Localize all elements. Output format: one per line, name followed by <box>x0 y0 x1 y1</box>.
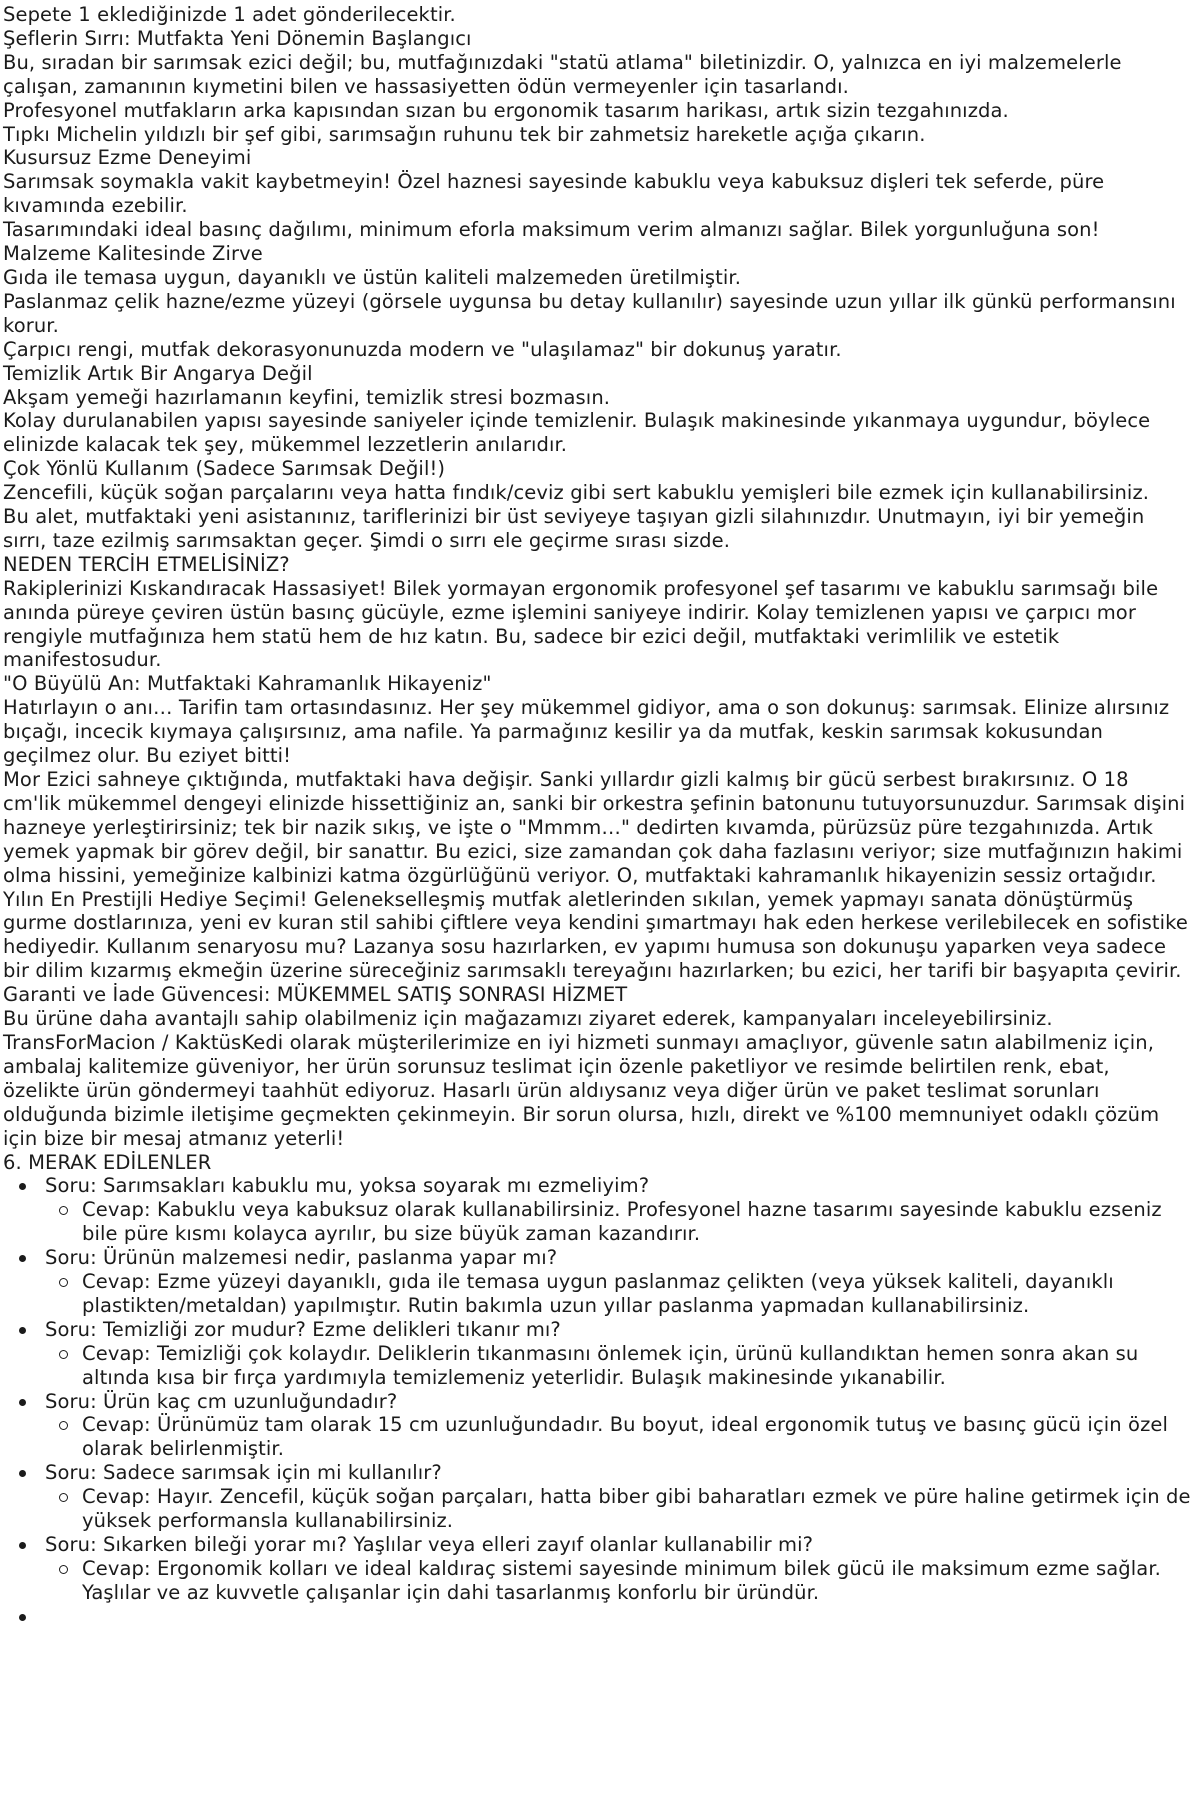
faq-question-text: Soru: Sarımsakları kabuklu mu, yoksa soyarak mı ezmeliyim? <box>45 1174 650 1198</box>
faq-item <box>3 1246 1192 1318</box>
section-title-crush-experience: Kusursuz Ezme Deneyimi <box>3 146 252 170</box>
paragraph: Sarımsak soymakla vakit kaybetmeyin! Özel haznesi sayesinde kabuklu veya kabuksuz dişleri tek seferde, püre kıvamında ezebilir. <box>3 170 1105 218</box>
bullet-icon <box>19 1614 26 1621</box>
faq-answer-text: Cevap: Ergonomik kolları ve ideal kaldıraç sistemi sayesinde minimum bilek gücü ile maksimum ezme sağlar. Yaşlılar ve az kuvvetle çalışanlar için dahi tasarlanmış konforlu bir üründür. <box>82 1556 1161 1604</box>
paragraph: Yılın En Prestijli Hediye Seçimi! Gelenekselleşmiş mutfak aletlerinden sıkılan, yemek yapmayı sanata dönüştürmüş gurme dostlarınıza, yeni ev kuran stil sahibi çiftlere veya kendini şımartmayı hak eden herkese verilebilecek en sofistike hediyedir. Kullanım senaryosu mu? Lazanya sosu hazırlarken, ev yapımı humusa son dokunuşu yaparken veya sadece bir dilim kızarmış ekmeğin üzerine süreceğiniz sarımsaklı tereyağını hazırlarken; bu ezici, her tarifi bir başyapıta çevirir. <box>3 887 1188 983</box>
faq-answer <box>3 1270 1192 1318</box>
faq-answer-text: Cevap: Ürünümüz tam olarak 15 cm uzunluğundadır. Bu boyut, ideal ergonomik tutuş ve basınç gücü için özel olarak belirlenmiştir. <box>82 1413 1169 1461</box>
paragraph: Hatırlayın o anı… Tarifin tam ortasındasınız. Her şey mükemmel gidiyor, ama o son dokunuş: sarımsak. Elinize alırsınız bıçağı, incecik kıymaya çalışırsınız, ama nafile. Ya parmağınız kesilir ya da mutfak, keskin sarımsak kokusundan geçilmez olur. Bu eziyet bitti! <box>3 696 1170 768</box>
paragraph: Tasarımındaki ideal basınç dağılımı, minimum eforla maksimum verim almanızı sağlar. Bilek yorgunluğuna son! <box>3 218 1100 242</box>
section-title-material-quality: Malzeme Kalitesinde Zirve <box>3 242 263 266</box>
faq-answer <box>3 1342 1192 1390</box>
faq-item <box>3 1533 1192 1605</box>
circle-bullet-icon <box>59 1565 68 1574</box>
faq-answer-text: Cevap: Hayır. Zencefil, küçük soğan parçaları, hatta biber gibi baharatları ezmek ve püre haline getirmek için de yüksek performansla kullanabilirsiniz. <box>82 1485 1191 1533</box>
bullet-icon <box>19 1470 26 1477</box>
faq-item <box>3 1174 1192 1246</box>
faq-question <box>3 1461 1192 1485</box>
faq-question-text: Soru: Sıkarken bileği yorar mı? Yaşlılar veya elleri zayıf olanlar kullanabilir mi? <box>45 1533 814 1556</box>
bullet-icon <box>19 1255 26 1262</box>
section-title-why-choose: NEDEN TERCİH ETMELİSİNİZ? <box>3 552 290 576</box>
circle-bullet-icon <box>59 1350 68 1359</box>
paragraph: Bu, sıradan bir sarımsak ezici değil; bu, mutfağınızdaki "statü atlama" biletinizdir. O, yalnızca en iyi malzemelerle çalışan, zamanının kıymetini bilen ve hassasiyetten ödün vermeyenler için tasarlandı. <box>3 50 1122 98</box>
paragraph: Bu alet, mutfaktaki yeni asistanınız, tariflerinizi bir üst seviyeye taşıyan gizli silahınızdır. Unutmayın, iyi bir yemeğin sırrı, taze ezilmiş sarımsaktan geçer. Şimdi o sırrı ele geçirme sırası sizde. <box>3 505 1145 552</box>
faq-question <box>3 1533 1192 1557</box>
paragraph: Mor Ezici sahneye çıktığında, mutfaktaki hava değişir. Sanki yıllardır gizli kalmış bir gücü serbest bırakırsınız. O 18 cm'lik mükemmel dengeyi elinizde hissettiğiniz an, sanki bir orkestra şefinin batonunu tutuyorsunuzdur. Sarımsak dişini hazneye yerleştirirsiniz; tek bir nazik sıkış, ve işte o "Mmmm…" dedirten kıvamda, pürüzsüz püre tezgahınızda. Artık yemek yapmak bir görev değil, bir sanattır. Bu ezici, size zamandan çok daha fazlasını veriyor; size mutfağınızın hakimi olma hissini, yemeğinize kalbinizi katma özgürlüğünü veriyor. O, mutfaktaki kahramanlık hikayenizin sessiz ortağıdır. <box>3 768 1186 887</box>
faq-list <box>3 1174 1192 1628</box>
bullet-icon <box>19 1327 26 1334</box>
section-title-chefs-secret: Şeflerin Sırrı: Mutfakta Yeni Dönemin Başlangıcı <box>3 26 472 50</box>
faq-question-text: Soru: Ürünün malzemesi nedir, paslanma yapar mı? <box>45 1246 558 1270</box>
paragraph: Kolay durulanabilen yapısı sayesinde saniyeler içinde temizlenir. Bulaşık makinesinde yıkanmaya uygundur, böylece elinizde kalacak tek şey, mükemmel lezzetlerin anılarıdır. <box>3 409 1151 457</box>
faq-question <box>3 1318 1192 1342</box>
paragraph: Bu ürüne daha avantajlı sahip olabilmeniz için mağazamızı ziyaret ederek, kampanyaları inceleyebilirsiniz. TransForMacion / KaktüsKedi olarak müşterilerimize en iyi hizmeti sunmayı amaçlıyor, güvenle satın alabilmeniz için, ambalaj kalitemize güveniyor, her ürün sorunsuz teslimat için özenle paketliyor ve resimde belirtilen renk, ebat, özelikte ürün göndermeyi taahhüt ediyoruz. Hasarlı ürün aldıysanız veya diğer ürün ve paket teslimat sorunları olduğunda bizimle iletişime geçmekten çekinmeyin. Bir sorun olursa, hızlı, direkt ve %100 memnuniyet odaklı çözüm için bize bir mesaj atmanız yeterli! <box>3 1007 1160 1150</box>
paragraph: Paslanmaz çelik hazne/ezme yüzeyi (görsele uygunsa bu detay kullanılır) sayesinde uzun yıllar ilk günkü performansını korur. <box>3 289 1176 337</box>
paragraph: Gıda ile temasa uygun, dayanıklı ve üstün kaliteli malzemeden üretilmiştir. <box>3 265 742 289</box>
paragraph: Akşam yemeği hazırlamanın keyfini, temizlik stresi bozmasın. <box>3 385 611 409</box>
shipping-note: Sepete 1 eklediğinizde 1 adet gönderilecektir. <box>3 3 456 26</box>
faq-item <box>3 1390 1192 1462</box>
section-title-versatile-use: Çok Yönlü Kullanım (Sadece Sarımsak Değil!) <box>3 457 446 481</box>
faq-answer <box>3 1198 1192 1246</box>
section-title-magic-moment: "O Büyülü An: Mutfaktaki Kahramanlık Hikayeniz" <box>3 672 492 696</box>
faq-answer <box>3 1485 1192 1533</box>
bullet-icon <box>19 1183 26 1190</box>
circle-bullet-icon <box>59 1206 68 1215</box>
empty-bullet-row <box>3 1605 1192 1629</box>
faq-answer-text: Cevap: Temizliği çok kolaydır. Deliklerin tıkanmasını önlemek için, ürünü kullandıktan hemen sonra akan su altında kısa bir fırça yardımıyla temizlemeniz yeterlidir. Bulaşık makinesinde yıkanabilir. <box>82 1341 1139 1389</box>
faq-answer-text: Cevap: Kabuklu veya kabuksuz olarak kullanabilirsiniz. Profesyonel hazne tasarımı sayesinde kabuklu ezseniz bile püre kısmı kolayca ayrılır, bu size büyük zaman kazandırır. <box>82 1198 1162 1246</box>
circle-bullet-icon <box>59 1421 68 1430</box>
faq-item-empty <box>3 1605 1192 1629</box>
faq-answer <box>3 1557 1192 1605</box>
faq-question <box>3 1390 1192 1414</box>
faq-question <box>3 1174 1192 1198</box>
bullet-icon <box>19 1399 26 1406</box>
faq-answer <box>3 1413 1192 1461</box>
section-title-cleaning: Temizlik Artık Bir Angarya Değil <box>3 361 313 385</box>
faq-item <box>3 1318 1192 1390</box>
bullet-icon <box>19 1542 26 1549</box>
faq-answer-text: Cevap: Ezme yüzeyi dayanıklı, gıda ile temasa uygun paslanmaz çelikten (veya yüksek kaliteli, dayanıklı plastikten/metaldan) yapılmıştır. Rutin bakımla uzun yıllar paslanma yapmadan kullanabilirsiniz. <box>82 1270 1114 1317</box>
circle-bullet-icon <box>59 1493 68 1502</box>
paragraph: Zencefili, küçük soğan parçalarını veya hatta fındık/ceviz gibi sert kabuklu yemişleri bile ezmek için kullanabilirsiniz. <box>3 481 1150 505</box>
faq-question-text: Soru: Ürün kaç cm uzunluğundadır? <box>45 1389 398 1413</box>
paragraph: Profesyonel mutfakların arka kapısından sızan bu ergonomik tasarım harikası, artık sizin tezgahınızda. <box>3 98 1009 122</box>
paragraph: Rakiplerinizi Kıskandıracak Hassasiyet! Bilek yormayan ergonomik profesyonel şef tasarımı ve kabuklu sarımsağı bile anında püreye çeviren üstün basınç gücüyle, ezme işlemini saniyeye indirir. Kolay temizlenen yapısı ve çarpıcı mor rengiyle mutfağınıza hem statü hem de hız katın. Bu, sadece bir ezici değil, mutfaktaki verimlilik ve estetik manifestosudur. <box>3 576 1159 672</box>
paragraph: Çarpıcı rengi, mutfak dekorasyonunuzda modern ve "ulaşılamaz" bir dokunuş yaratır. <box>3 337 842 361</box>
faq-item <box>3 1461 1192 1533</box>
section-title-warranty: Garanti ve İade Güvencesi: MÜKEMMEL SATIŞ SONRASI HİZMET <box>3 983 628 1007</box>
faq-question <box>3 1246 1192 1270</box>
faq-question-text: Soru: Temizliği zor mudur? Ezme delikleri tıkanır mı? <box>45 1317 561 1341</box>
circle-bullet-icon <box>59 1278 68 1287</box>
paragraph: Tıpkı Michelin yıldızlı bir şef gibi, sarımsağın ruhunu tek bir zahmetsiz hareketle açığa çıkarın. <box>3 122 926 146</box>
section-title-faq: 6. MERAK EDİLENLER <box>3 1150 212 1174</box>
faq-question-text: Soru: Sadece sarımsak için mi kullanılır? <box>45 1461 442 1485</box>
